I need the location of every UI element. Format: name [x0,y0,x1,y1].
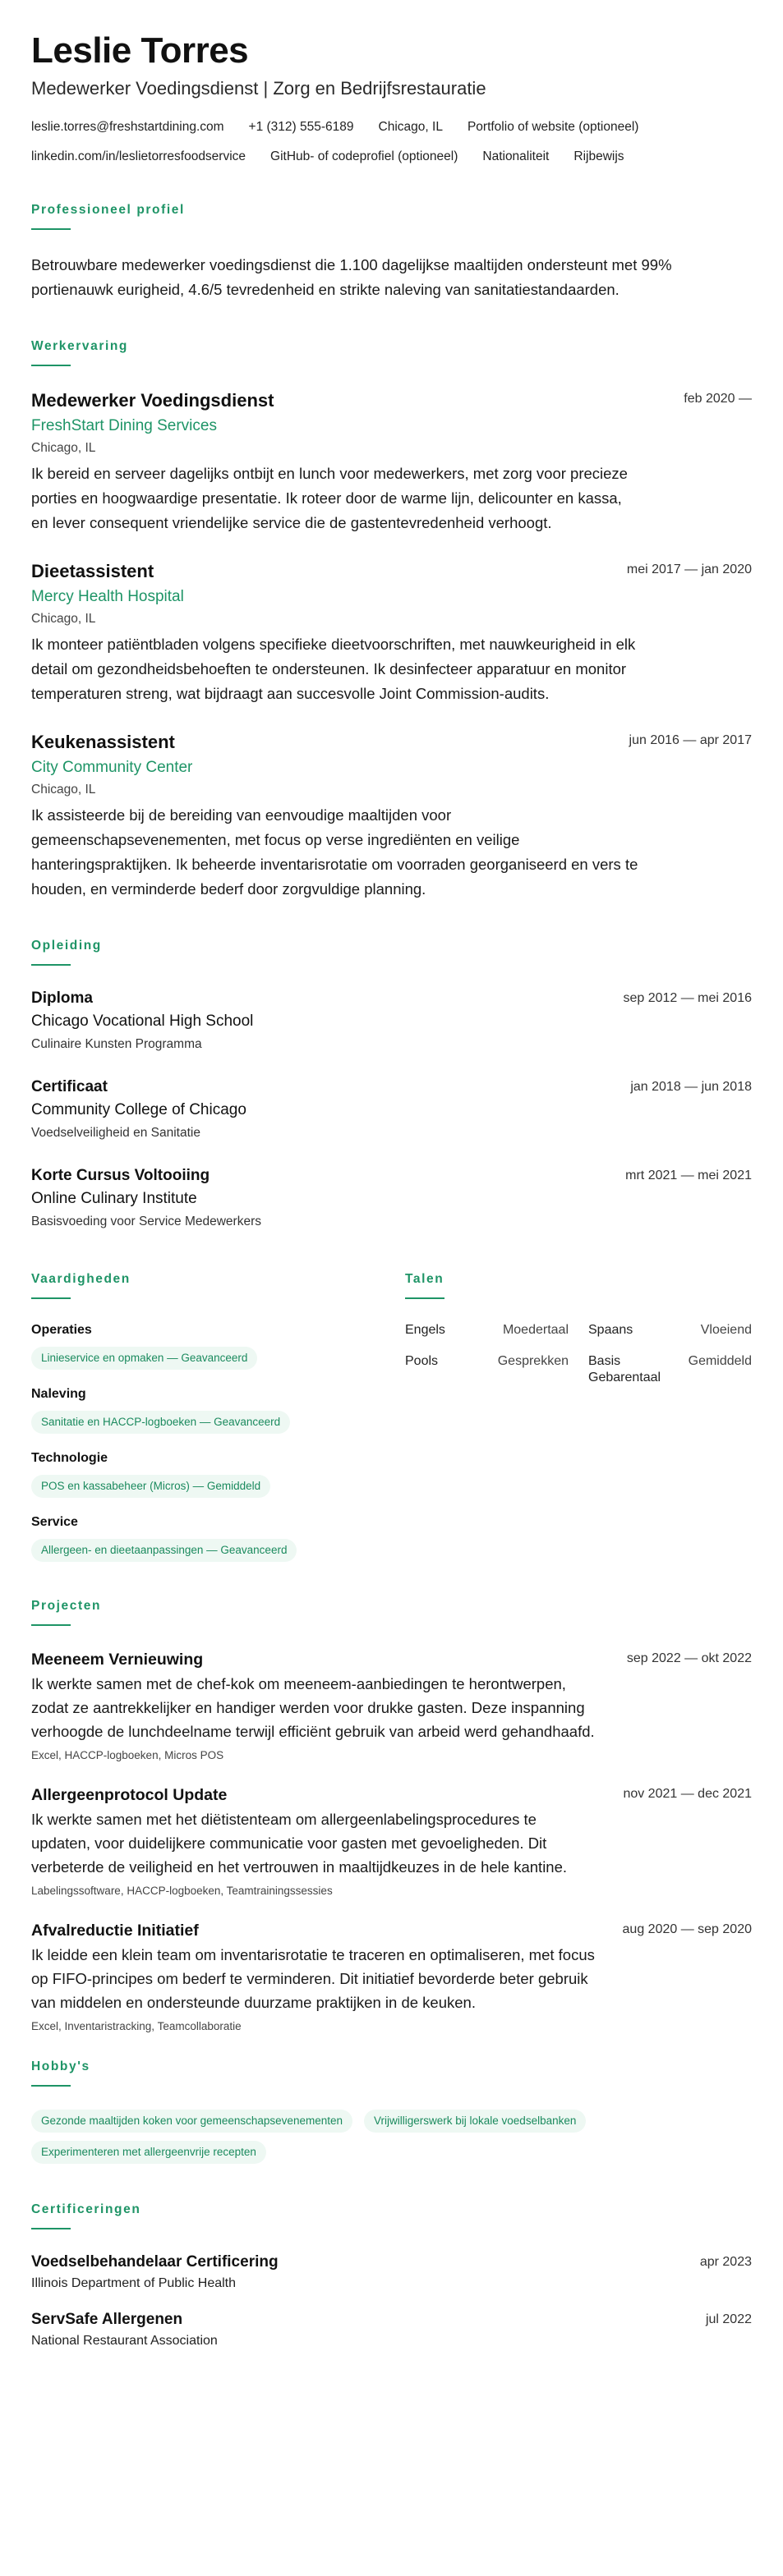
education-field: Culinaire Kunsten Programma [31,1037,202,1051]
section-divider [31,1297,71,1299]
skill-group [31,1514,405,1562]
language-name: Basis Gebarentaal [588,1354,661,1384]
language-name: Spaans [588,1323,633,1337]
hobby-chip: Vrijwilligerswerk bij lokale voedselbanken [364,2110,586,2133]
skill-category: Naleving [31,1387,86,1401]
education-degree: Korte Cursus Voltooiing [31,1167,210,1184]
experience-company: City Community Center [31,759,193,776]
experience-location: Chicago, IL [31,612,96,626]
project-title: Allergeenprotocol Update [31,1786,228,1804]
language-item [405,1322,569,1339]
certification-date: jul 2022 [705,2312,752,2326]
certification-name: Voedselbehandelaar Certificering [31,2253,279,2271]
experience-location: Chicago, IL [31,441,96,455]
section-title-languages: Talen [405,1272,444,1286]
project-description: Ik werkte samen met de chef-kok om meeneem-aanbiedingen te herontwerpen, zodat ze aantrekkelijker en handiger werden voor drukke gasten. Deze inspanning verhoogde de lunchdeelname terwijl efficiënt gebruik van arbeid werd gehandhaafd. [31,1675,595,1740]
experience-description: Ik monteer patiëntbladen volgens specifieke dieetvoorschriften, met nauwkeurigheid in elk detail om gezondheidsbehoeften te ondersteunen. Ik desinfecteer apparatuur en monitor temperaturen streng, wat bijdraagt aan succesvolle Joint Commission-audits. [31,636,636,702]
language-level: Vloeiend [700,1323,752,1337]
languages-section [405,1255,752,1578]
skill-chip: Linieservice en opmaken — Geavanceerd [31,1347,257,1370]
education-item [31,989,752,1053]
project-dates: sep 2022 — okt 2022 [626,1651,752,1665]
candidate-name: Leslie Torres [31,30,249,71]
experience-company: FreshStart Dining Services [31,417,217,434]
skill-chip: Sanitatie en HACCP-logboeken — Geavanceerd [31,1411,290,1434]
education-school: Community College of Chicago [31,1101,246,1118]
project-item [31,1784,752,1899]
language-level: Gesprekken [497,1354,569,1368]
skills-section [31,1255,405,1578]
contact-linkedin[interactable]: linkedin.com/in/leslietorresfoodservice [31,149,246,163]
project-dates: nov 2021 — dec 2021 [623,1787,752,1801]
hobbies-section [31,2059,752,2172]
projects-section [31,1598,752,2034]
language-level: Gemiddeld [688,1354,752,1368]
experience-title: Dieetassistent [31,561,154,581]
experience-title: Medewerker Voedingsdienst [31,390,274,411]
experience-description: Ik assisteerde bij de bereiding van eenvoudige maaltijden voor gemeenschapsevenementen, met focus op verse ingrediënten en veilige hanteringspraktijken. Ik beheerde inventarisrotatie om voorraden georganiseerd en vers te houden, en verminderde bederf door zorgvuldige planning. [31,806,638,898]
section-title-hobbies: Hobby's [31,2059,90,2073]
education-dates: sep 2012 — mei 2016 [623,991,752,1005]
section-title-certifications: Certificeringen [31,2202,141,2216]
education-degree: Certificaat [31,1078,108,1095]
education-dates: jan 2018 — jun 2018 [630,1080,752,1094]
contact-phone[interactable]: +1 (312) 555-6189 [248,120,354,134]
experience-location: Chicago, IL [31,783,96,797]
skill-chip: POS en kassabeheer (Micros) — Gemiddeld [31,1475,270,1498]
profile-summary: Betrouwbare medewerker voedingsdienst die 1.100 dagelijkse maaltijden ondersteunt met 99% portienauwk eurigheid, 4.6/5 tevredenheid en strikte naleving van sanitatiestandaarden. [31,256,672,298]
experience-dates: mei 2017 — jan 2020 [626,562,752,576]
contact-github[interactable]: GitHub- of codeprofiel (optioneel) [270,149,458,163]
section-title-experience: Werkervaring [31,339,128,353]
section-divider [31,964,71,966]
resume-header [31,30,752,166]
project-tech: Excel, Inventaristracking, Teamcollaboratie [31,2020,242,2032]
contact-nationality: Nationaliteit [482,149,550,163]
certification-name: ServSafe Allergenen [31,2311,183,2328]
experience-item [31,731,752,902]
project-dates: aug 2020 — sep 2020 [622,1922,752,1936]
education-school: Online Culinary Institute [31,1190,197,1207]
project-tech: Excel, HACCP-logboeken, Micros POS [31,1749,224,1761]
skill-group [31,1322,405,1370]
language-name: Pools [405,1354,439,1368]
contact-location: Chicago, IL [378,120,443,134]
hobby-chip: Experimenteren met allergeenvrije recepten [31,2141,266,2164]
contact-portfolio[interactable]: Portfolio of website (optioneel) [467,120,639,134]
language-level: Moedertaal [502,1323,569,1337]
certifications-section [31,2202,752,2349]
experience-section [31,338,752,902]
education-field: Basisvoeding voor Service Medewerkers [31,1215,261,1228]
education-field: Voedselveiligheid en Sanitatie [31,1126,200,1140]
project-item [31,1649,752,1763]
language-item [405,1353,569,1386]
section-title-profile: Professioneel profiel [31,203,185,217]
contact-list [31,118,752,166]
skill-category: Service [31,1515,78,1529]
certification-item [31,2252,752,2292]
experience-dates: feb 2020 — [684,392,752,406]
contact-drivers-license: Rijbewijs [573,149,624,163]
education-item [31,1166,752,1230]
certification-issuer: National Restaurant Association [31,2334,218,2348]
language-name: Engels [405,1323,445,1337]
language-item [588,1353,752,1386]
experience-dates: jun 2016 — apr 2017 [629,733,752,747]
skill-group [31,1386,405,1434]
education-school: Chicago Vocational High School [31,1012,254,1030]
skill-chip: Allergeen- en dieetaanpassingen — Geavanceerd [31,1539,297,1562]
hobby-chip: Gezonde maaltijden koken voor gemeenschapsevenementen [31,2110,352,2133]
experience-item [31,389,752,535]
section-divider [31,1624,71,1626]
profile-section [31,202,752,302]
experience-description: Ik bereid en serveer dagelijks ontbijt en lunch voor medewerkers, met zorg voor precieze porties en hoogwaardige presentatie. Ik roteer door de warme lijn, delicounter en kassa, en lever consequent vriendelijke service die de gastentevredenheid verhoogt. [31,465,628,531]
language-item [588,1322,752,1339]
contact-email[interactable]: leslie.torres@freshstartdining.com [31,120,224,134]
hobby-chip-list [31,2110,705,2172]
education-dates: mrt 2021 — mei 2021 [625,1169,752,1182]
education-section [31,938,752,1230]
experience-company: Mercy Health Hospital [31,588,184,605]
project-tech: Labelingssoftware, HACCP-logboeken, Teamtrainingssessies [31,1885,333,1897]
skill-category: Operaties [31,1323,92,1337]
skill-group [31,1450,405,1498]
skills-languages-row [31,1255,752,1578]
project-description: Ik leidde een klein team om inventarisrotatie te traceren en optimaliseren, met focus op FIFO-principes om bederf te verminderen. Dit initiatief bevorderde beter gebruik van middelen en ondersteunde duurzame praktijken in de keuken. [31,1946,595,2011]
section-title-education: Opleiding [31,939,102,953]
section-divider [31,2228,71,2229]
section-divider [31,365,71,366]
experience-item [31,560,752,706]
education-item [31,1077,752,1141]
section-title-skills: Vaardigheden [31,1272,131,1286]
section-title-projects: Projecten [31,1599,102,1613]
project-description: Ik werkte samen met het diëtistenteam om allergeenlabelingsprocedures te updaten, voor duidelijkere communicatie voor gasten met gevoeligheden. Dit verbeterde de veiligheid en het vertrouwen in maaltijdkeuzes in de hele kantine. [31,1811,568,1876]
certification-item [31,2310,752,2349]
skill-category: Technologie [31,1451,108,1465]
experience-title: Keukenassistent [31,732,175,752]
project-title: Afvalreductie Initiatief [31,1922,199,1940]
candidate-headline: Medewerker Voedingsdienst | Zorg en Bedrijfsrestauratie [31,78,486,99]
languages-grid [405,1322,752,1386]
project-item [31,1920,752,2034]
certification-issuer: Illinois Department of Public Health [31,2276,237,2290]
project-title: Meeneem Vernieuwing [31,1651,204,1669]
certification-date: apr 2023 [699,2255,752,2269]
section-divider [31,2085,71,2087]
section-divider [31,228,71,230]
section-divider [405,1297,444,1299]
education-degree: Diploma [31,990,93,1007]
